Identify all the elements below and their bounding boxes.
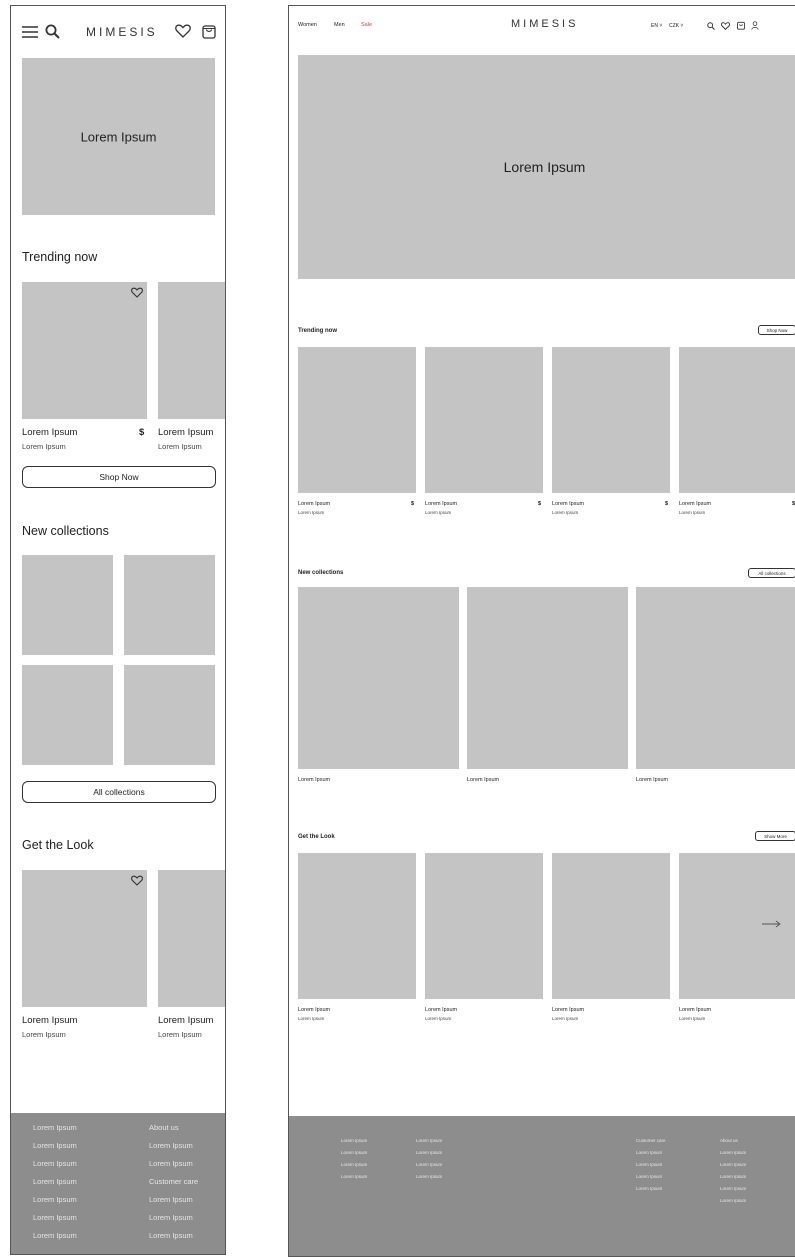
collection-tile[interactable] xyxy=(298,587,459,769)
desktop-frame xyxy=(288,5,795,1257)
section-title-trending: Trending now xyxy=(298,328,337,334)
footer-link[interactable]: Lorem Ipsum xyxy=(33,1213,77,1222)
collection-tile[interactable] xyxy=(22,555,113,655)
hero-text: Lorem Ipsum xyxy=(80,129,157,144)
mobile-footer xyxy=(11,1113,225,1254)
heart-icon[interactable] xyxy=(131,874,143,886)
footer-link[interactable]: Lorem Ipsum xyxy=(149,1213,193,1222)
footer-link[interactable]: Lorem Ipsum xyxy=(720,1174,747,1179)
footer-link-about[interactable]: About us xyxy=(149,1123,179,1132)
look-image[interactable] xyxy=(298,853,416,999)
chevron-down-icon: ˅ xyxy=(679,23,684,29)
section-title-look: Get the Look xyxy=(298,834,335,840)
product-name[interactable]: Lorem Ipsum xyxy=(679,501,712,507)
product-image[interactable] xyxy=(22,282,147,419)
search-icon[interactable] xyxy=(44,23,60,39)
footer-link[interactable]: Lorem Ipsum xyxy=(341,1162,368,1167)
shopping-bag-icon[interactable] xyxy=(736,21,745,30)
look-image[interactable] xyxy=(158,870,226,1007)
footer-link[interactable]: Lorem Ipsum xyxy=(33,1123,77,1132)
footer-link[interactable]: Lorem Ipsum xyxy=(33,1177,77,1186)
look-subtitle: Lorem Ipsum xyxy=(552,1016,579,1021)
product-price: $ xyxy=(538,501,542,507)
nav-men[interactable]: Men xyxy=(334,22,345,28)
heart-icon[interactable] xyxy=(131,286,143,298)
look-name[interactable]: Lorem Ipsum xyxy=(679,1007,712,1013)
section-title-collections: New collections xyxy=(298,570,344,576)
footer-link[interactable]: Lorem Ipsum xyxy=(33,1159,77,1168)
product-subtitle: Lorem Ipsum xyxy=(158,442,202,451)
footer-link[interactable]: Lorem Ipsum xyxy=(636,1150,663,1155)
hero-text: Lorem Ipsum xyxy=(503,159,586,175)
product-image[interactable] xyxy=(552,347,670,493)
product-name[interactable]: Lorem Ipsum xyxy=(425,501,458,507)
collection-tile[interactable] xyxy=(636,587,795,769)
user-icon[interactable] xyxy=(750,21,759,30)
product-subtitle: Lorem Ipsum xyxy=(298,510,325,515)
hamburger-icon[interactable] xyxy=(22,25,38,39)
look-subtitle: Lorem Ipsum xyxy=(22,1030,66,1039)
footer-link[interactable]: Lorem Ipsum xyxy=(341,1150,368,1155)
collection-tile[interactable] xyxy=(467,587,628,769)
chevron-down-icon: ˅ xyxy=(657,23,663,29)
footer-link[interactable]: Lorem Ipsum xyxy=(636,1174,663,1179)
collection-tile[interactable] xyxy=(124,555,215,655)
nav-women[interactable]: Women xyxy=(298,22,317,28)
product-price: $ xyxy=(139,427,145,438)
currency-value: CZK xyxy=(669,23,679,29)
section-title-trending: Trending now xyxy=(22,250,98,264)
look-name[interactable]: Lorem Ipsum xyxy=(158,1015,214,1026)
logo[interactable]: MIMESIS xyxy=(511,18,579,30)
product-name[interactable]: Lorem Ipsum xyxy=(298,501,331,507)
section-title-collections: New collections xyxy=(22,524,109,538)
look-name[interactable]: Lorem Ipsum xyxy=(22,1015,78,1026)
footer-link[interactable]: Lorem Ipsum xyxy=(636,1186,663,1191)
footer-link[interactable]: Lorem Ipsum xyxy=(149,1195,193,1204)
hero-banner[interactable] xyxy=(298,55,795,279)
footer-link[interactable]: Lorem Ipsum xyxy=(720,1162,747,1167)
shop-now-button[interactable]: Shop Now xyxy=(22,466,216,488)
desktop-footer xyxy=(289,1116,795,1256)
language-select[interactable] xyxy=(651,23,662,29)
all-collections-button[interactable]: All collections xyxy=(748,568,795,578)
shopping-bag-icon[interactable] xyxy=(201,23,217,39)
footer-link[interactable]: Lorem Ipsum xyxy=(416,1150,443,1155)
product-subtitle: Lorem Ipsum xyxy=(552,510,579,515)
footer-link[interactable]: Lorem Ipsum xyxy=(33,1141,77,1150)
look-subtitle: Lorem Ipsum xyxy=(158,1030,202,1039)
mobile-frame xyxy=(10,5,226,1255)
footer-link[interactable]: Lorem Ipsum xyxy=(720,1186,747,1191)
arrow-right-icon[interactable] xyxy=(761,918,783,930)
product-image[interactable] xyxy=(425,347,543,493)
search-icon[interactable] xyxy=(706,21,715,30)
look-name[interactable]: Lorem Ipsum xyxy=(552,1007,585,1013)
footer-link[interactable]: Lorem Ipsum xyxy=(416,1174,443,1179)
product-subtitle: Lorem Ipsum xyxy=(22,442,66,451)
currency-select[interactable] xyxy=(669,23,683,29)
footer-link[interactable]: Lorem Ipsum xyxy=(416,1162,443,1167)
look-image[interactable] xyxy=(22,870,147,1007)
collection-name[interactable]: Lorem Ipsum xyxy=(636,777,669,783)
footer-link-customer-care[interactable]: Customer care xyxy=(636,1138,666,1143)
footer-link[interactable]: Lorem Ipsum xyxy=(720,1150,747,1155)
footer-link-customer-care[interactable]: Customer care xyxy=(149,1177,199,1186)
section-title-look: Get the Look xyxy=(22,838,94,852)
all-collections-button[interactable]: All collections xyxy=(22,781,216,803)
look-image[interactable] xyxy=(679,853,795,999)
heart-icon[interactable] xyxy=(721,21,730,30)
look-name[interactable]: Lorem Ipsum xyxy=(425,1007,458,1013)
product-name[interactable]: Lorem Ipsum xyxy=(552,501,585,507)
product-price: $ xyxy=(792,501,795,507)
product-subtitle: Lorem Ipsum xyxy=(425,510,452,515)
heart-icon[interactable] xyxy=(175,23,191,39)
look-subtitle: Lorem Ipsum xyxy=(425,1016,452,1021)
footer-link[interactable]: Lorem Ipsum xyxy=(33,1195,77,1204)
show-more-button[interactable]: Show More xyxy=(755,831,795,841)
look-image[interactable] xyxy=(425,853,543,999)
collection-tile[interactable] xyxy=(22,665,113,765)
collection-name[interactable]: Lorem Ipsum xyxy=(298,777,331,783)
product-subtitle: Lorem Ipsum xyxy=(679,510,706,515)
product-price: $ xyxy=(665,501,669,507)
collection-name[interactable]: Lorem Ipsum xyxy=(467,777,500,783)
footer-link[interactable]: Lorem Ipsum xyxy=(341,1138,368,1143)
look-subtitle: Lorem Ipsum xyxy=(679,1016,706,1021)
footer-link[interactable]: Lorem Ipsum xyxy=(636,1162,663,1167)
shop-now-button[interactable]: Shop Now xyxy=(758,325,795,335)
footer-link[interactable]: Lorem Ipsum xyxy=(149,1141,193,1150)
footer-link[interactable]: Lorem Ipsum xyxy=(149,1231,193,1240)
footer-link[interactable]: Lorem Ipsum xyxy=(33,1231,77,1240)
product-price: $ xyxy=(411,501,415,507)
hero-banner[interactable] xyxy=(22,58,215,215)
product-name[interactable]: Lorem Ipsum xyxy=(22,427,78,438)
nav-sale[interactable]: Sale xyxy=(361,22,373,28)
footer-link-about[interactable]: About us xyxy=(720,1138,738,1143)
look-subtitle: Lorem Ipsum xyxy=(298,1016,325,1021)
footer-link[interactable]: Lorem Ipsum xyxy=(149,1159,193,1168)
look-name[interactable]: Lorem Ipsum xyxy=(298,1007,331,1013)
footer-link[interactable]: Lorem Ipsum xyxy=(341,1174,368,1179)
collection-tile[interactable] xyxy=(124,665,215,765)
language-value: EN xyxy=(651,23,658,29)
product-name[interactable]: Lorem Ipsum xyxy=(158,427,214,438)
product-image[interactable] xyxy=(298,347,416,493)
product-image[interactable] xyxy=(158,282,226,419)
product-image[interactable] xyxy=(679,347,795,493)
footer-link[interactable]: Lorem Ipsum xyxy=(720,1198,747,1203)
footer-link[interactable]: Lorem Ipsum xyxy=(416,1138,443,1143)
look-image[interactable] xyxy=(552,853,670,999)
logo[interactable]: MIMESIS xyxy=(86,25,158,39)
